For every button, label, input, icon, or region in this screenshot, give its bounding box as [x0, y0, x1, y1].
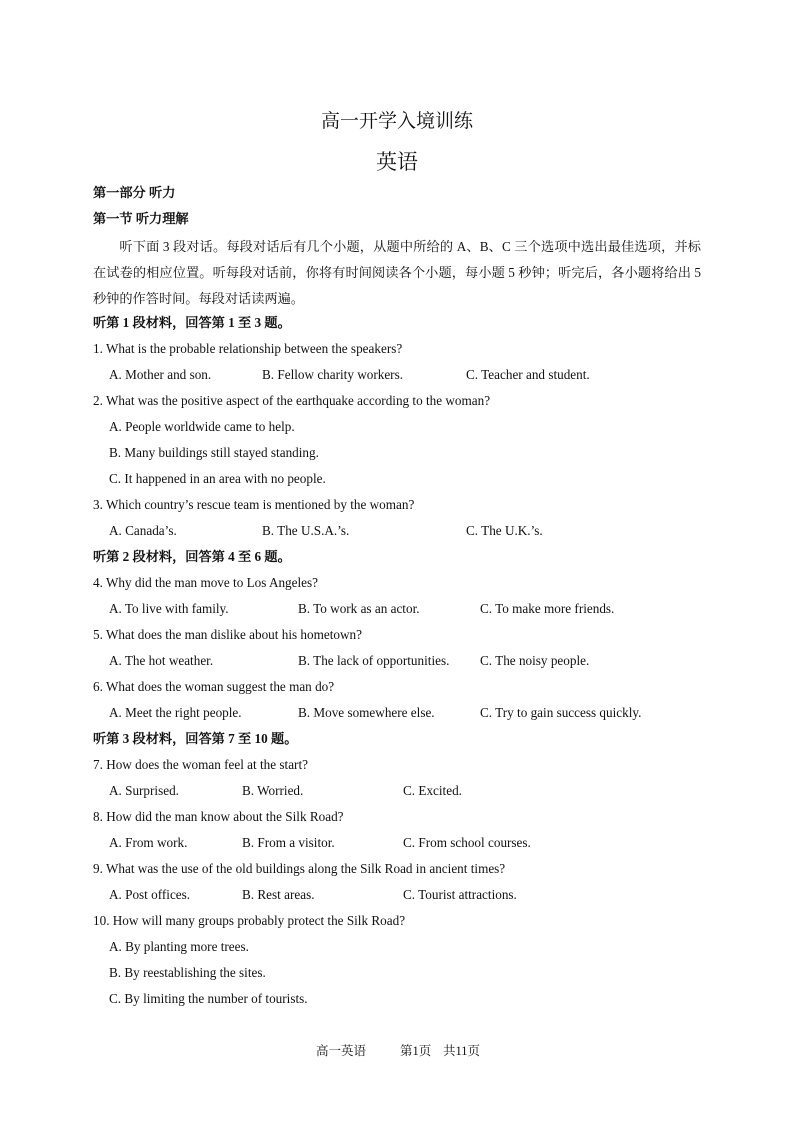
- section-heading: 第一节 听力理解: [93, 211, 189, 226]
- option-c: C. To make more friends.: [480, 601, 615, 616]
- option-a: A. Post offices.: [109, 887, 191, 902]
- group-heading-3: 听第 3 段材料，回答第 7 至 10 题。: [93, 731, 298, 746]
- footer-total-pages: 共11页: [443, 1044, 481, 1058]
- instructions: 听下面 3 段对话。每段对话后有几个小题，从题中所给的 A、B、C 三个选项中选出最佳选项，并标在试卷的相应位置。听每段对话前，你将有时间阅读各个小题，每小题 5 秒钟；听完后，各小题将给出 5 秒钟的作答时间。每段对话读两遍。: [93, 239, 701, 306]
- question-stem: 9. What was the use of the old buildings along the Silk Road in ancient times?: [93, 861, 506, 876]
- option-a: A. By planting more trees.: [109, 939, 249, 954]
- question-stem: 4. Why did the man move to Los Angeles?: [93, 575, 319, 590]
- option-c: C. By limiting the number of tourists.: [109, 991, 308, 1006]
- group-heading-2: 听第 2 段材料，回答第 4 至 6 题。: [93, 549, 291, 564]
- option-a: A. Surprised.: [109, 783, 179, 798]
- question-stem: 2. What was the positive aspect of the earthquake according to the woman?: [93, 393, 491, 408]
- group-heading-1: 听第 1 段材料，回答第 1 至 3 题。: [93, 315, 291, 330]
- option-a: A. From work.: [109, 835, 188, 850]
- option-b: B. Worried.: [242, 783, 304, 798]
- question-stem: 8. How did the man know about the Silk Road?: [93, 809, 344, 824]
- option-c: C. Excited.: [403, 783, 462, 798]
- option-b: B. By reestablishing the sites.: [109, 965, 266, 980]
- option-b: B. The U.S.A.’s.: [262, 523, 350, 538]
- option-a: A. Canada’s.: [109, 523, 177, 538]
- option-c: C. Tourist attractions.: [403, 887, 517, 902]
- question-stem: 7. How does the woman feel at the start?: [93, 757, 308, 772]
- option-c: C. It happened in an area with no people.: [109, 471, 326, 486]
- option-c: C. From school courses.: [403, 835, 531, 850]
- option-a: A. Meet the right people.: [109, 705, 242, 720]
- subject-title: 英语: [376, 150, 418, 174]
- option-c: C. Try to gain success quickly.: [480, 705, 642, 720]
- option-b: B. From a visitor.: [242, 835, 335, 850]
- option-b: B. The lack of opportunities.: [298, 653, 450, 668]
- question-stem: 6. What does the woman suggest the man do?: [93, 679, 335, 694]
- option-a: A. Mother and son.: [109, 367, 212, 382]
- footer-page-number: 第1页: [400, 1044, 432, 1058]
- page-title: 高一开学入境训练: [320, 111, 473, 132]
- option-b: B. Many buildings still stayed standing.: [109, 445, 319, 460]
- option-c: C. The U.K.’s.: [466, 523, 543, 538]
- option-b: B. Move somewhere else.: [298, 705, 435, 720]
- footer-subject: 高一英语: [316, 1044, 367, 1058]
- option-a: A. People worldwide came to help.: [109, 419, 295, 434]
- option-b: B. To work as an actor.: [298, 601, 420, 616]
- question-stem: 3. Which country’s rescue team is mentioned by the woman?: [93, 497, 415, 512]
- option-a: A. To live with family.: [109, 601, 229, 616]
- option-a: A. The hot weather.: [109, 653, 214, 668]
- question-stem: 10. How will many groups probably protect the Silk Road?: [93, 913, 406, 928]
- option-b: B. Fellow charity workers.: [262, 367, 404, 382]
- option-c: C. Teacher and student.: [466, 367, 590, 382]
- option-b: B. Rest areas.: [242, 887, 315, 902]
- part-heading: 第一部分 听力: [93, 185, 176, 200]
- option-c: C. The noisy people.: [480, 653, 590, 668]
- question-stem: 1. What is the probable relationship between the speakers?: [93, 341, 403, 356]
- question-stem: 5. What does the man dislike about his hometown?: [93, 627, 362, 642]
